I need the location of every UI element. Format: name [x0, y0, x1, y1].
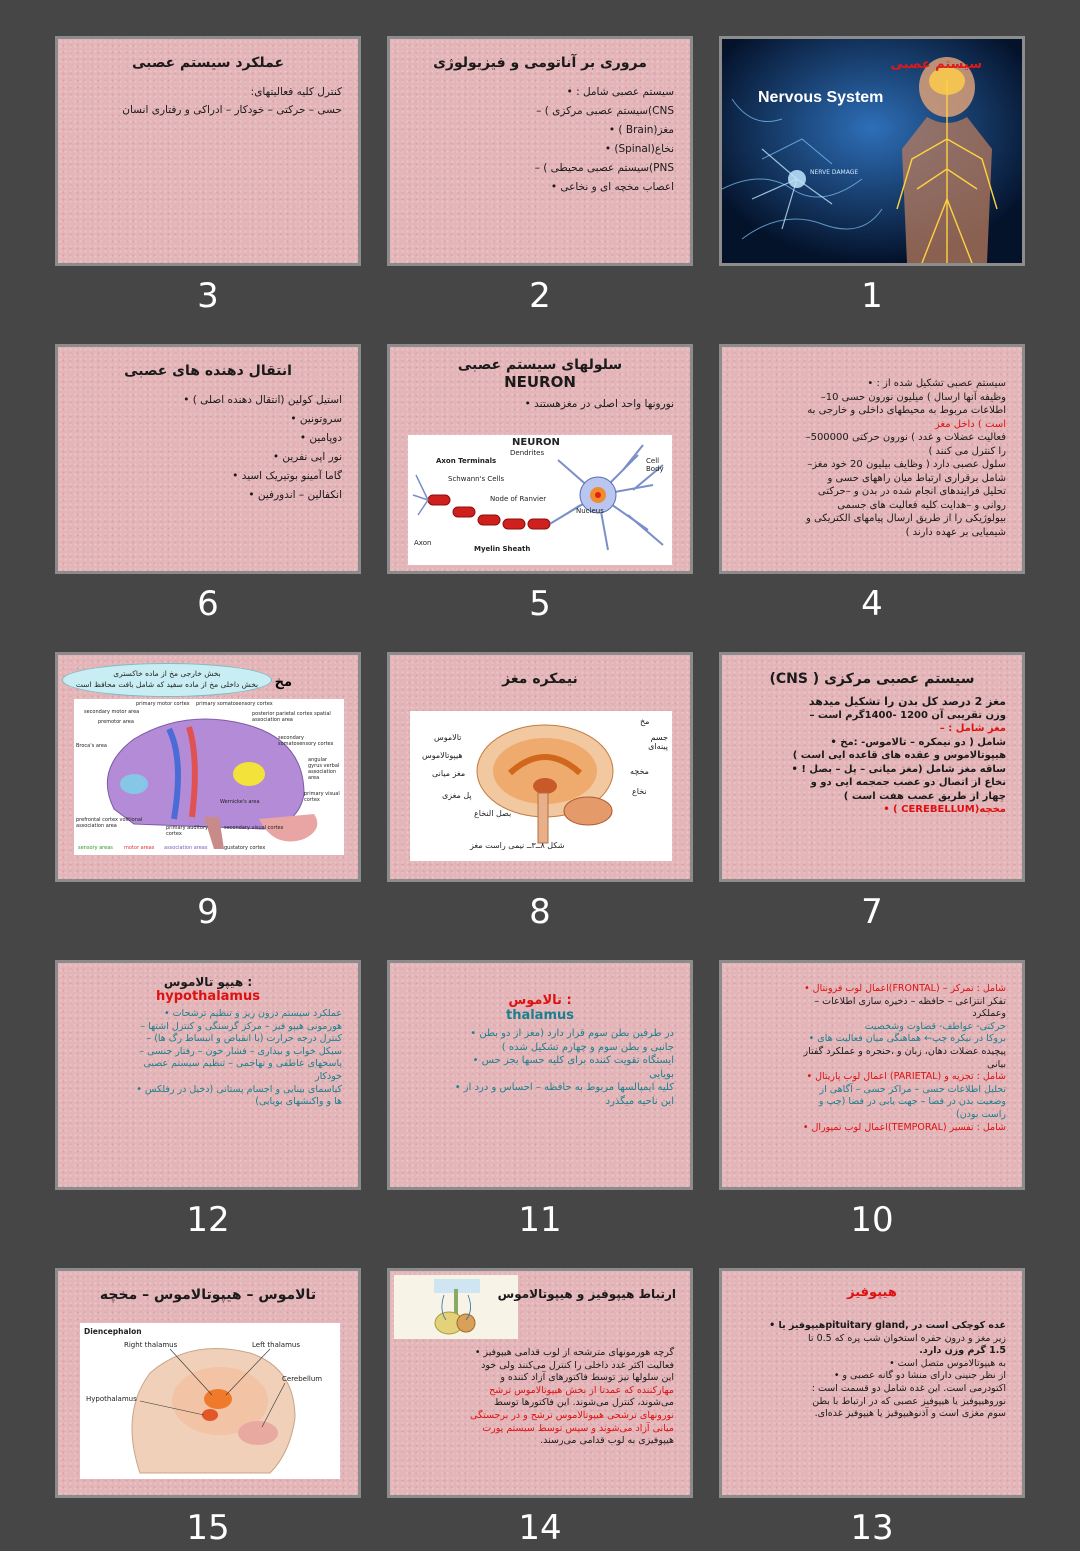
nervous-system-illustration [722, 39, 1022, 263]
text-line: مخچه(CEREBELLUM ) • [883, 804, 1006, 815]
slide-title: انتقال دهنده های عصبی [124, 363, 292, 379]
slide-11-thumbnail[interactable] [387, 960, 693, 1190]
slide-subtitle: Nervous System [758, 89, 884, 106]
label-pons: پل مغزی [442, 791, 472, 800]
text-line: پاسخهای عاطفی و تهاجمی – تنظیم سیستم عصبی [143, 1058, 342, 1070]
label-secondary-visual: secondary visual cortex [224, 825, 284, 831]
slide-3-thumbnail[interactable] [55, 36, 361, 266]
text-line: CNS)سیستم عصبی مرکزی ) – [536, 105, 674, 117]
slide-title: سیستم عصبی [890, 57, 982, 72]
text-line: سوم مغزی است و آدنوهیپوفیز یا هیپوفیز غده‌ای. [814, 1408, 1006, 1420]
text-line: ها و واکنشهای بویایی) [255, 1096, 342, 1108]
text-line: وظیفه آنها ارسال ) میلیون نورون حسی 10– [820, 391, 1006, 403]
label-posterior-parietal: posterior parietal cortex spatial association area [252, 711, 331, 723]
slide-number: 9 [197, 892, 219, 932]
text-line: این سلولها نیز توسط فاکتورهای آزاد کننده و [500, 1372, 674, 1384]
label-angular-gyrus: angular gyrus verbal association area [308, 757, 340, 781]
text-line: نورونها واحد اصلی در مغزهستند • [524, 398, 674, 410]
text-line: راست بودن) [955, 1108, 1006, 1120]
label-nucleus: Nucleus [576, 507, 604, 515]
label-spinal-cord: نخاع [632, 787, 647, 796]
text-line: گرچه هورمونهای مترشحه از لوب قدامی هیپوفیز • [474, 1347, 674, 1358]
slide-title: ارتباط هیپوفیز و هیپوتالاموس [497, 1287, 676, 1301]
legend-sensory: sensory areas [78, 845, 113, 851]
text-line: سیکل خواب و بیداری – فشار خون – رفتار جنسی – [139, 1045, 342, 1057]
text-line: وعملکرد [972, 1008, 1006, 1020]
slide-number: 5 [529, 584, 551, 624]
brain-areas-diagram [74, 699, 344, 855]
text-line: بیولوژیکی را از طریق ارسال پیامهای الکتریکی و [805, 513, 1006, 524]
text-line: دوپامین • [299, 432, 342, 444]
legend-gustatory: gustatory cortex [224, 845, 266, 851]
text-line: وزن تقریبی آن 1200 -1400گرم است – [809, 709, 1006, 721]
slide-subtitle: thalamus [505, 1008, 574, 1023]
slide-title: سلولهای سیستم عصبی [457, 357, 623, 373]
text-line: مغز(Brain ) • [608, 124, 674, 136]
text-line: سلول عصبی دارد ( وظایف بیلیون 20 خود مغز– [807, 459, 1006, 470]
slide-title: مروری بر آناتومی و فیزیولوژی [433, 55, 647, 71]
slide-title: تالاموس – هیپوتالاموس – مخچه [99, 1287, 317, 1303]
image-caption: NERVE DAMAGE [810, 169, 859, 176]
text-line: وضعیت بدن در فضا – جهت یابی در فضا (چپ و [818, 1096, 1006, 1108]
label-thalamus: تالاموس [434, 733, 462, 742]
neuron-diagram [408, 435, 672, 565]
slide-15-thumbnail[interactable] [55, 1268, 361, 1498]
text-line: پیچیده عضلات دهان، زبان و ،حنجره و عملکرد گفتار [803, 1045, 1006, 1057]
slide-number: 2 [529, 276, 551, 316]
label-cell-body: Cell Body [646, 457, 664, 473]
text-line: را کنترل می کنند ) [928, 445, 1006, 457]
slide-title: مخ [274, 675, 292, 690]
legend-motor: motor areas [124, 845, 155, 851]
slide-10-thumbnail[interactable] [719, 960, 1025, 1190]
label-cerebellum: مخچه [630, 767, 649, 776]
speech-bubble [62, 663, 272, 697]
text-line: کیاسمای بینایی و اجسام پستانی (دخیل در رفلکس • [136, 1083, 342, 1095]
text-line: جانبی و بطن سوم و چهارم تشکیل شده ) [501, 1041, 674, 1053]
slide-title: : تالاموس [508, 993, 572, 1008]
bubble-line: بخش داخلی مخ از ماده سفید که شامل بافت محافظ است [75, 680, 259, 689]
text-line: سیستم عصبی شامل : • [566, 86, 674, 98]
slide-title: هیپوفیز [847, 1285, 897, 1300]
label-axon: Axon [414, 539, 432, 547]
text-line: شامل برقراری ارتباط میان راههای حسی و [827, 472, 1006, 484]
text-line: ساقه مغز شامل (مغز میانی – پل – بصل ! • [791, 763, 1006, 775]
label-hypothalamus: هیپوتالاموس [422, 751, 463, 760]
text-line: تحلیل فرایندهای انجام شده در بدن و –حرکتی [817, 486, 1006, 497]
slide-number: 4 [861, 584, 883, 624]
text-line: هیپوفیزی به لوب قدامی می‌رسند. [540, 1435, 674, 1447]
text-line: نوروهیپوفیز یا هیپوفیز عصبی که در ارتباط با بطن [812, 1395, 1006, 1407]
text-line: تفکر انتزاعی – حافظه – ذخیره سازی اطلاعات – [814, 995, 1006, 1007]
text-line: اکتودرمی است. این غده شامل دو قسمت است : [811, 1382, 1006, 1394]
slide-1-thumbnail[interactable] [719, 36, 1025, 266]
label-corpus-callosum: جسم پینه‌ای [648, 733, 668, 751]
slide-number: 11 [518, 1200, 562, 1240]
bubble-line: بخش خارجی مخ از ماده خاکستری [113, 669, 221, 678]
label-myelin-sheath: Myelin Sheath [474, 545, 531, 553]
text-line: سروتونین • [290, 413, 342, 425]
text-line: نور اپی نفرین • [272, 451, 342, 463]
slide-number: 13 [850, 1508, 894, 1548]
text-line: تحلیل اطلاعات حسی – مراکز حسی – آگاهی از [819, 1083, 1006, 1095]
text-line: اعصاب مخچه ای و نخاعی • [550, 181, 674, 193]
slide-13-thumbnail[interactable] [719, 1268, 1025, 1498]
text-line: استیل کولین (انتقال دهنده اصلی ) • [183, 394, 342, 406]
label-cerebrum: مخ [640, 717, 650, 726]
text-line: کلیه ایمپالسها مربوط به حافظه – احساس و درد از • [454, 1082, 674, 1093]
slide-number: 1 [861, 276, 883, 316]
text-line: شامل : تفسیر (TEMPORAL)اعمال لوب تمپورال • [802, 1121, 1006, 1133]
label-diencephalon: Diencephalon [84, 1327, 142, 1336]
text-line: نخاع(Spinal) • [604, 143, 674, 155]
slide-number: 6 [197, 584, 219, 624]
slide-number: 3 [197, 276, 219, 316]
slide-7-thumbnail[interactable] [719, 652, 1025, 882]
label-schwann-cells: Schwann's Cells [448, 475, 505, 483]
slide-number: 8 [529, 892, 551, 932]
label-primary-somatosensory: primary somatosensory cortex [196, 701, 273, 707]
text-line: کنترل درجه حرارت (با انقباض و انبساط رگ ها) – [146, 1033, 342, 1045]
text-line: از نظر جنینی دارای منشا دو گانه عصبی و • [833, 1370, 1006, 1382]
slide-number: 10 [850, 1200, 894, 1240]
text-line: روانی و –هدایت کلیه فعالیت های جسمی [837, 499, 1006, 511]
text-line: سیستم عصبی تشکیل شده از : • [867, 378, 1006, 389]
figure-caption: شکل ۸ــ۳ــ نیمی راست مغز [470, 841, 565, 850]
pituitary-diagram [394, 1275, 518, 1339]
text-line: PNS)سیستم عصبی محیطی ) – [534, 162, 674, 174]
text-line: مغز شامل : – [939, 723, 1006, 734]
label-axon-terminals: Axon Terminals [436, 457, 497, 465]
label-wernickes: Wernicke's area [220, 799, 260, 805]
text-line: هورمونی هیپو فیز – مرکز گرسنگی و کنترل اشتها – [140, 1020, 342, 1032]
slide-number: 14 [518, 1508, 562, 1548]
slide-8-thumbnail[interactable] [387, 652, 693, 882]
text-line: بویایی [649, 1068, 674, 1080]
text-line: حسی – حرکتی – خودکار – ادراکی و رفتاری انسان [122, 104, 342, 116]
label-cerebellum: Cerebellum [282, 1375, 323, 1383]
label-secondary-somatosensory: secondary somatosensory cortex [278, 735, 334, 747]
text-line: ایستگاه تقویت کننده برای کلیه حسها بجز حس • [472, 1055, 674, 1066]
label-midbrain: مغز میانی [432, 769, 466, 778]
slide-2-thumbnail[interactable] [387, 36, 693, 266]
text-line: 1.5 گرم وزن دارد. [919, 1345, 1006, 1357]
slide-title: : هیپو تالاموس [163, 975, 253, 989]
figure-title: NEURON [512, 437, 560, 448]
text-line: شامل : تمرکز – (FRONTAL)اعمال لوب فرونتال • [804, 983, 1006, 994]
text-line: این ناحیه میگذرد [605, 1095, 674, 1107]
label-primary-motor: primary motor cortex [136, 701, 190, 707]
slide-9-thumbnail[interactable] [55, 652, 361, 882]
brain-half-diagram [410, 711, 672, 861]
slide-subtitle: hypothalamus [156, 989, 260, 1004]
text-line: بروکا در نیکره چپ← هماهنگی میان فعالیت های • [808, 1033, 1006, 1045]
text-line: کنترل کلیه فعالیتهای: [250, 86, 342, 98]
text-line: هیپوتالاموس و عقده های قاعده ایی است ) [792, 750, 1006, 761]
text-line: مغز 2 درصد کل بدن را تشکیل میدهد [808, 695, 1006, 708]
text-line: غده کوچکی است در ,pituitary glandهیپوفیز یا • [769, 1320, 1006, 1331]
label-node-of-ranvier: Node of Ranvier [490, 495, 547, 503]
text-line: شیمیایی بر عهده دارند ) [905, 526, 1006, 538]
text-line: عملکرد سیستم درون ریز و تنظیم ترشحات • [163, 1008, 342, 1019]
slide-14-thumbnail[interactable] [387, 1268, 693, 1498]
label-hypothalamus: Hypothalamus [86, 1395, 137, 1403]
text-line: گاما آمینو بوتیریک اسید • [232, 470, 342, 482]
slide-6-thumbnail[interactable] [55, 344, 361, 574]
slide-subtitle: NEURON [504, 373, 576, 391]
slide-12-thumbnail[interactable] [55, 960, 361, 1190]
diencephalon-diagram [80, 1323, 340, 1479]
slide-title: سیستم عصبی مرکزی ( CNS) [769, 671, 975, 687]
label-brocas-area: Broca's area [76, 743, 107, 749]
text-line: نورونهای ترشحی هیپوتالاموس ترشح و در برجستگی [470, 1409, 674, 1421]
text-line: است ) داخل مغز [934, 418, 1006, 430]
text-line: چهار از طریق عصب هفت است ) [843, 790, 1006, 802]
text-line: شامل ( دو نیمکره – تالاموس- :مخ • [830, 736, 1006, 748]
text-line: حرکتی- عواطف- قضاوت وشخصیت [864, 1020, 1006, 1032]
slide-title: عملکرد سیستم عصبی [131, 55, 285, 71]
text-line: می‌شوند، کنترل می‌شوند. این فاکتورها توسط [494, 1397, 674, 1409]
slide-title: نیمکره مغز [502, 671, 578, 687]
text-line: در طرفین بطن سوم قرار دارد (مغز از دو بطن • [470, 1028, 674, 1039]
label-dendrites: Dendrites [510, 449, 545, 457]
text-line: مهارکننده که عمدتا از بخش هیپوتالاموس ترشح [489, 1384, 674, 1396]
text-line: خودکار [314, 1070, 342, 1082]
label-primary-visual: primary visual cortex [304, 791, 340, 803]
text-line: نخاع از اتصال دو عصب جمجمه ایی دو و [810, 777, 1006, 788]
text-line: اطلاعات مربوط به محیطهای داخلی و خارجی به [807, 405, 1006, 416]
label-secondary-motor: secondary motor area [84, 709, 140, 715]
text-line: شامل : تجزیه و (PARIETAL) اعمال لوب پاریتال • [806, 1071, 1006, 1083]
text-line: بیانی [987, 1058, 1006, 1070]
slide-number: 12 [186, 1200, 230, 1240]
label-prefrontal: prefrontal cortex volitional association area [76, 817, 143, 829]
slide-4-thumbnail[interactable] [719, 344, 1025, 574]
slide-5-thumbnail[interactable] [387, 344, 693, 574]
label-premotor: premotor area [98, 719, 134, 725]
slide-number: 7 [861, 892, 883, 932]
label-medulla: بصل النخاع [474, 809, 512, 818]
legend-association: association areas [164, 845, 208, 851]
label-primary-auditory: primary auditory cortex [166, 825, 208, 837]
label-left-thalamus: Left thalamus [252, 1341, 301, 1349]
text-line: فعالیت اکثر غدد داخلی را کنترل می‌کنند ولی خود [481, 1359, 674, 1371]
text-line: انکفالین – اندورفین • [248, 489, 342, 501]
label-right-thalamus: Right thalamus [124, 1341, 178, 1349]
text-line: فعالیت عضلات و غدد ) نورون حرکتی 500000– [805, 432, 1006, 443]
text-line: به هیپوتالاموس متصل است • [889, 1357, 1006, 1369]
text-line: زیر مغز و درون حفره استخوان شب پره که 0.5 تا [808, 1332, 1006, 1344]
text-line: میانی آزاد می‌شوند و سپس توسط سیستم پورت [482, 1422, 674, 1434]
slide-number: 15 [186, 1508, 230, 1548]
